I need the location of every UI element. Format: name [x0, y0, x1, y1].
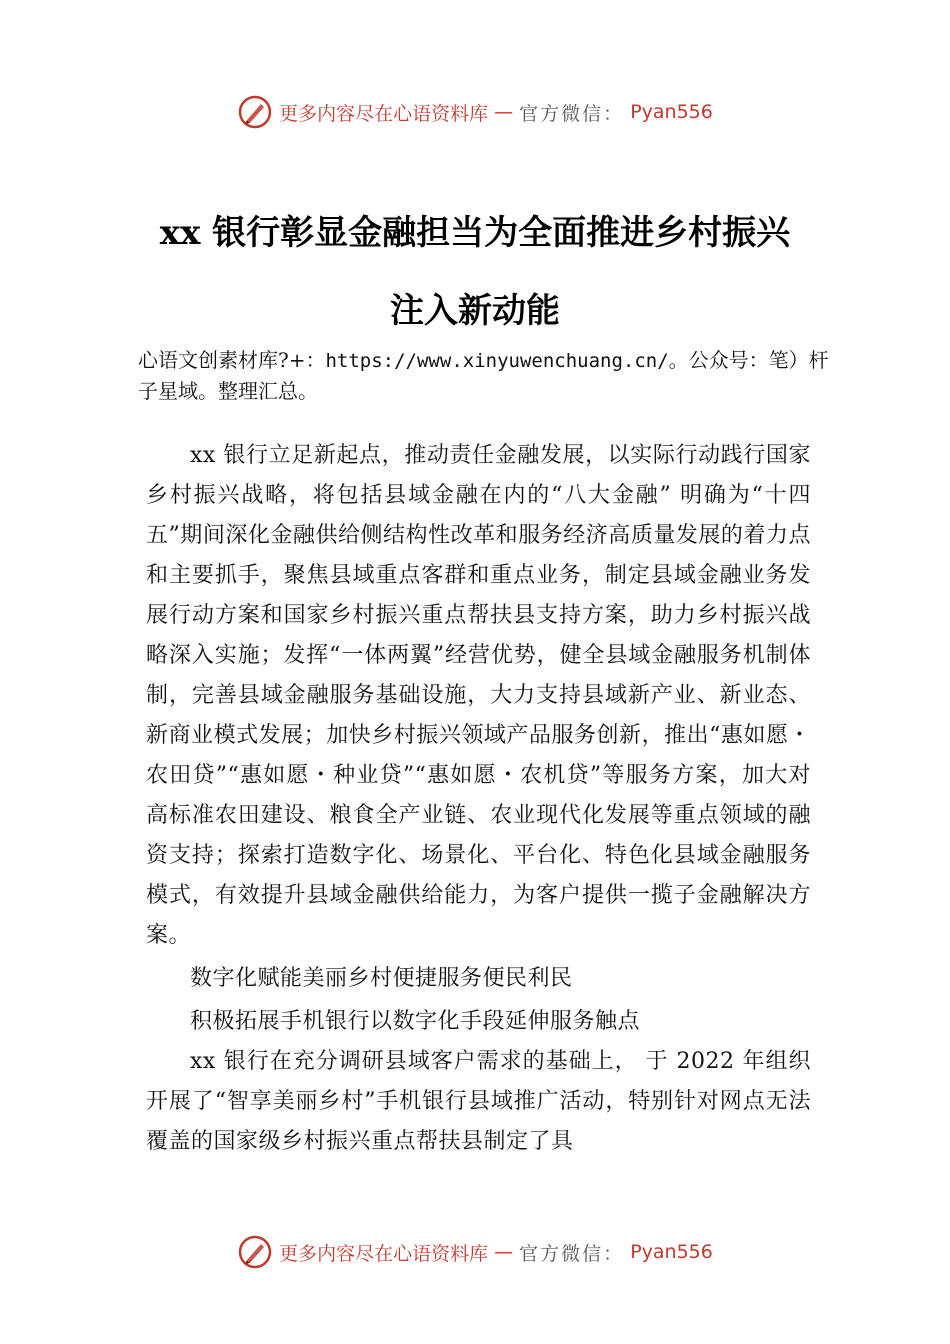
- separator-dash: —: [494, 101, 514, 123]
- promo-text: 更多内容尽在心语资料库: [279, 1242, 489, 1265]
- document-title-line-1: xx 银行彰显金融担当为全面推进乡村振兴: [159, 213, 791, 253]
- body-paragraph-2: xx 银行在充分调研县域客户需求的基础上， 于 2022 年组织开展了“智享美丽乡村”手机银行县域推广活动，特别针对网点无法覆盖的国家级乡村振兴重点帮扶县制定了具: [146, 1049, 811, 1154]
- body-paragraph-1: xx 银行立足新起点，推动责任金融发展，以实际行动践行国家乡村振兴战略，将包括县域金融在内的“八大金融” 明确为“十四五”期间深化金融供给侧结构性改革和服务经济高质量发展的着力点和主要抓手，聚焦县域重点客群和重点业务，制定县域金融业务发展行动方案和国家乡村振兴重点帮扶县支持方案，助力乡村振兴战略深入实施；发挥“一体两翼”经营优势，健全县域金融服务机制体制，完善县域金融服务基础设施，大力支持县域新产业、新业态、新商业模式发展；加快乡村振兴领域产品服务创新，推出“惠如愿・农田贷”“惠如愿・种业贷”“惠如愿・农机贷”等服务方案，加大对高标准农田建设、粮食全产业链、农业现代化发展等重点领域的融资支持；探索打造数字化、场景化、平台化、特色化县域金融服务模式，有效提升县域金融供给能力，为客户提供一揽子金融解决方案。: [146, 443, 811, 948]
- footer-watermark-banner: [0, 1234, 950, 1270]
- wechat-label: 官方微信：: [519, 1242, 625, 1265]
- wechat-label: 官方微信：: [519, 102, 625, 125]
- separator-dash: —: [494, 1241, 514, 1263]
- document-title-line-2: 注入新动能: [390, 291, 560, 331]
- source-url: https://www.xinyuwenchuang.cn/: [325, 350, 669, 372]
- source-suffix: 。公众号：笔）杆子星域。整理汇总。: [138, 348, 829, 403]
- wechat-id: Pyan556: [630, 1241, 713, 1263]
- header-watermark-banner: [0, 94, 950, 130]
- source-prefix: 心语文创素材库?+：: [138, 348, 326, 372]
- document-body: [146, 436, 811, 1162]
- pen-logo-icon: [237, 94, 273, 130]
- source-note: [138, 345, 838, 406]
- section-heading-2: 积极拓展手机银行以数字化手段延伸服务触点: [190, 1009, 641, 1034]
- section-heading-1: 数字化赋能美丽乡村便捷服务便民利民: [190, 966, 573, 991]
- promo-text: 更多内容尽在心语资料库: [279, 102, 489, 125]
- pen-logo-icon: [237, 1234, 273, 1270]
- wechat-id: Pyan556: [630, 101, 713, 123]
